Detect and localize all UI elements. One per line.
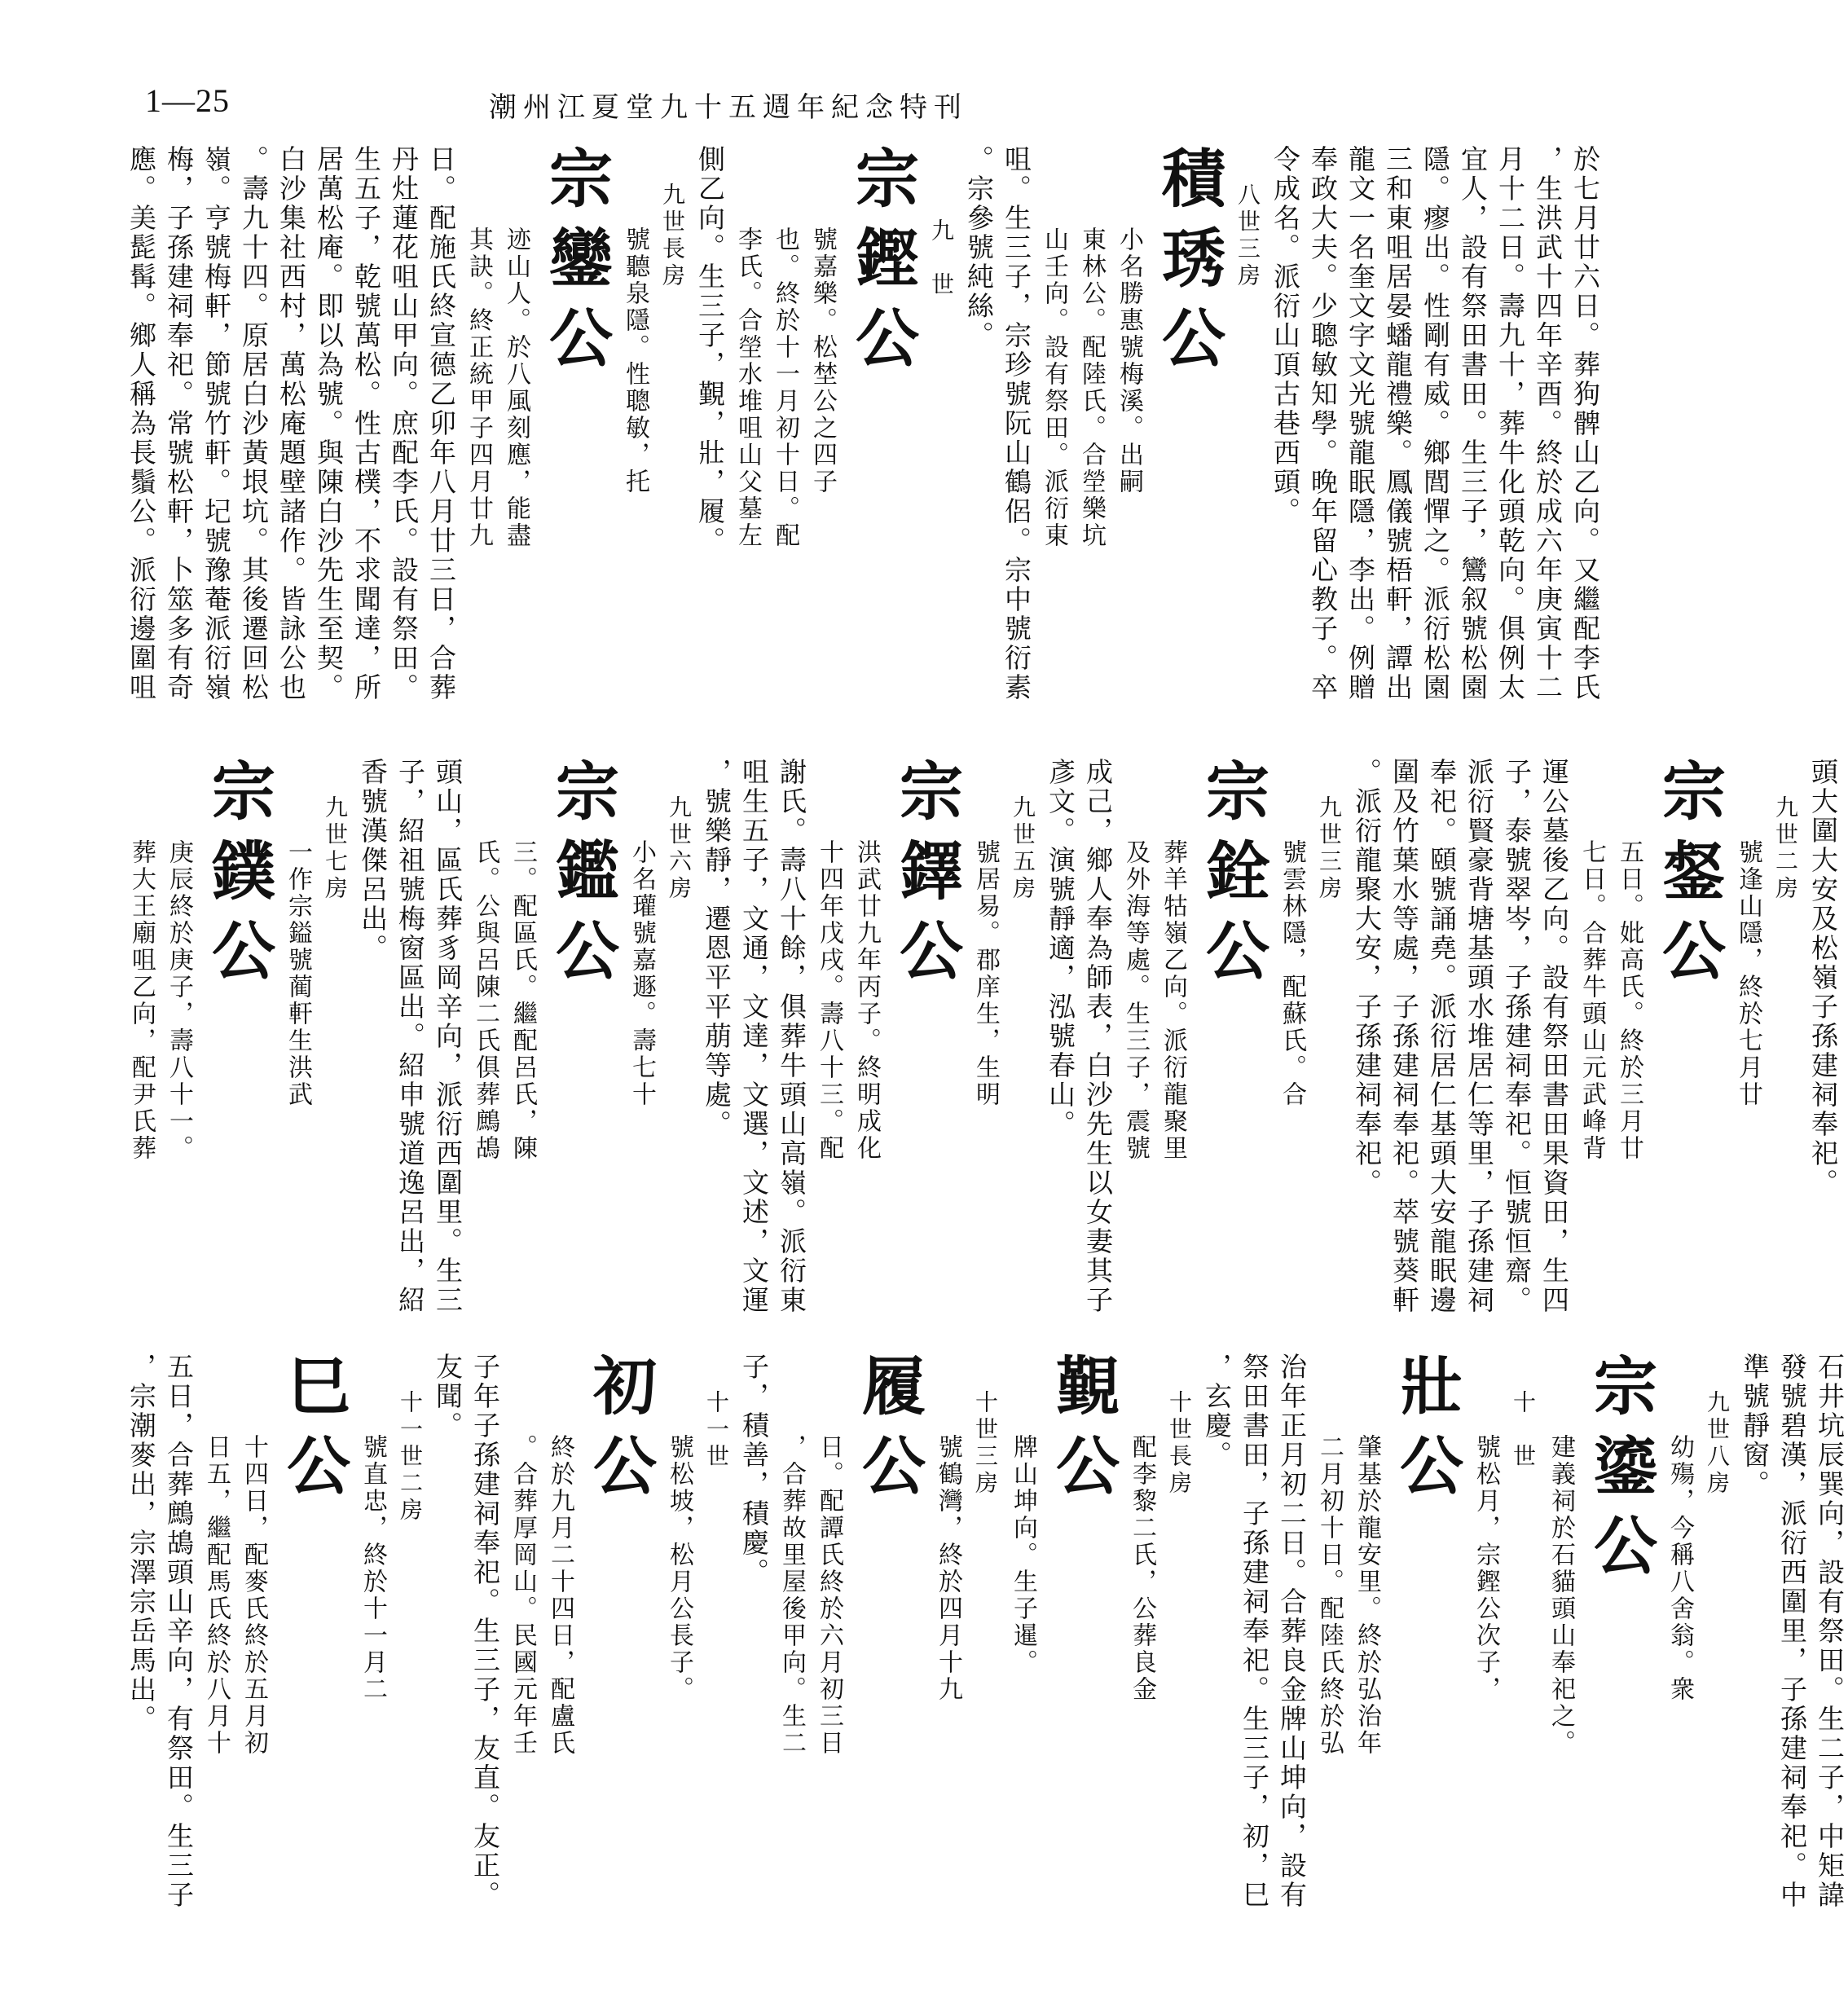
- heading-name: 巳公: [276, 1353, 350, 1512]
- text-column: 運公墓後乙向。設有祭田書田果資田，生四: [1538, 758, 1570, 1315]
- text-column: 頭山，區氏葬豸岡辛向，派衍西圍里。生三: [432, 758, 464, 1315]
- text-column: 梅，子孫建祠奉祀。常號松軒，卜筮多有奇: [163, 145, 195, 702]
- text-tier-middle: [122, 758, 1839, 1344]
- text-column: 子，積善，積慶。: [738, 1353, 770, 1587]
- text-column: 小名瓘號嘉遯。壽七十: [627, 839, 656, 1108]
- text-column: 石井坑辰巽向，設有祭田。生二子，中矩諱: [1814, 1353, 1846, 1910]
- text-column: 隱。瘳出。性剛有威。鄉閭憚之。派衍松園: [1419, 145, 1451, 702]
- text-column: 九世三房: [1316, 795, 1343, 903]
- page-number: 1—25: [145, 82, 230, 119]
- text-column: 十一世二房: [397, 1390, 424, 1525]
- text-column: 終於九月二十四日，配盧氏: [546, 1434, 574, 1757]
- text-column: 號聽泉隱。性聰敏，托: [621, 227, 649, 495]
- text-column: 五日，合葬鷓鴣頭山辛向，有祭田。生三子: [163, 1353, 195, 1910]
- text-column: 龍文一名奎文字文光號龍眠隱，李出。例贈: [1344, 145, 1376, 702]
- text-column: 彥文。演號靜適，泓號春山。: [1045, 758, 1076, 1139]
- text-column: 三和東咀居晏蟠龍禮樂。鳳儀號梧軒，譚出: [1382, 145, 1414, 702]
- text-column: 九世七房: [322, 795, 349, 903]
- text-block: [122, 1353, 1848, 1972]
- text-column: ，號樂靜，遷恩平平萠等處。: [701, 758, 733, 1139]
- heading-name: 宗鑑公: [545, 758, 619, 997]
- text-column: 號逢山隱，終於七月廿: [1734, 839, 1762, 1108]
- text-column: 九世六房: [666, 795, 693, 903]
- text-column: 庚辰終於庚子，壽八十一。: [165, 839, 193, 1162]
- text-column: 嶺。亨號梅軒，節號竹軒。圮號豫菴派衍嶺: [200, 145, 232, 702]
- heading-name: 履公: [851, 1353, 926, 1512]
- text-column: 東林公。配陸氏。合塋樂坑: [1077, 227, 1106, 549]
- text-column: ，生洪武十四年辛酉。終於成六年庚寅十二: [1532, 145, 1564, 702]
- text-column: 小名勝惠號梅溪。出嗣: [1115, 227, 1143, 495]
- text-column: 也。終於十一月初十日。配: [771, 227, 799, 549]
- heading-name: 覲公: [1045, 1353, 1120, 1512]
- text-column: 九世五房: [1010, 795, 1036, 903]
- text-column: 號雲林隱，配蘇氏。合: [1278, 839, 1306, 1108]
- text-tier-lower: [122, 1353, 1846, 1972]
- text-column: 葬羊牯嶺乙向。派衍龍聚里: [1159, 839, 1187, 1162]
- text-column: 奉祀。頤號誦堯。派衍居仁基頭大安龍眠邊: [1426, 758, 1458, 1315]
- text-column: 子，紹祖號梅窗區出。紹申號道逸呂出，紹: [394, 758, 426, 1315]
- text-column: 圍及竹葉水等處，子孫建祠奉祀。萃號葵軒: [1388, 758, 1420, 1315]
- heading-name: 宗銓公: [1195, 758, 1269, 997]
- heading-name: 宗鐸公: [889, 758, 963, 997]
- text-column: 號松月，宗鏗公次子，: [1472, 1434, 1500, 1703]
- text-tier-upper: [122, 145, 1601, 748]
- text-column: 一作宗鎰號蔺軒生洪武: [284, 839, 312, 1108]
- text-column: 。壽九十四。原居白沙黃垠坑。其後遷回松: [238, 145, 270, 702]
- text-column: 幼殤，今稱八舍翁。衆: [1665, 1434, 1694, 1703]
- text-column: 九世八房: [1704, 1390, 1731, 1498]
- text-column: 號嘉樂。松埜公之四子: [808, 227, 837, 495]
- text-column: 友聞。: [432, 1353, 464, 1441]
- text-column: 牌山坤向。生子暹。: [1009, 1434, 1037, 1676]
- text-column: 氏。公與呂陳二氏俱葬鷓鴣: [471, 839, 499, 1162]
- text-column: 側乙向。生三子，覲，壯，履。: [694, 145, 726, 556]
- text-column: 日。配譚氏終於六月初三日: [815, 1434, 843, 1757]
- text-column: 於七月廿六日。葬狗髀山乙向。又繼配李氏: [1569, 145, 1601, 702]
- text-column: 迹山人。於八風刻應，能盡: [502, 227, 530, 549]
- text-column: 生五子，乾號萬松。性古樸，不求聞達，所: [350, 145, 382, 702]
- text-column: 二月初十日。配陸氏終於弘: [1315, 1434, 1344, 1757]
- heading-name: 宗鎏公: [1583, 1353, 1657, 1592]
- text-column: 十一世: [703, 1390, 730, 1471]
- text-column: ，宗潮麥出，宗澤宗岳馬出。: [125, 1353, 157, 1734]
- text-column: 應。美髭髯。鄉人稱為長鬚公。派衍邊圍咀: [125, 145, 157, 702]
- text-column: 十世三房: [972, 1390, 999, 1498]
- text-column: 令成名。派衍山頂古巷西頭。: [1269, 145, 1301, 526]
- text-column: 居萬松庵。即以為號。與陳白沙先生至契。: [313, 145, 345, 702]
- text-column: 號松坡，松月公長子。: [665, 1434, 693, 1703]
- text-column: 五日。妣高氏。終於三月廿: [1615, 839, 1643, 1162]
- text-column: 成己，鄉人奉為師表，白沙先生以女妻其子: [1082, 758, 1114, 1315]
- text-column: 十四年戊戌。壽八十三。配: [815, 839, 843, 1162]
- text-column: 九世長房: [659, 183, 686, 290]
- text-column: 九世二房: [1772, 795, 1799, 903]
- text-column: 日五，繼配馬氏終於八月十: [202, 1434, 231, 1757]
- text-column: 宜人，設有祭田書田。生三子，鸞叙號松園: [1457, 145, 1489, 702]
- text-column: 。派衍龍聚大安，子孫建祠奉祀。: [1351, 758, 1383, 1198]
- text-column: 七日。合葬牛頭山元武峰背: [1577, 839, 1606, 1162]
- heading-name: 宗鏷公: [201, 758, 275, 997]
- text-column: 肇基於龍安里。終於弘治年: [1353, 1434, 1381, 1757]
- text-column: 頭大圍大安及松嶺子孫建祠奉祀。: [1807, 758, 1839, 1198]
- text-column: 香號漢傑呂出。: [357, 758, 389, 963]
- text-block: [122, 758, 1841, 1344]
- heading-name: 積琇公: [1151, 145, 1225, 385]
- text-column: 白沙集社西村，萬松庵題壁諸作。皆詠公也: [275, 145, 307, 702]
- text-column: 八世三房: [1234, 183, 1261, 290]
- text-column: 日。配施氏終宣德乙卯年八月廿三日，合葬: [425, 145, 457, 702]
- heading-name: 宗錖公: [1652, 758, 1726, 997]
- text-column: 十世長房: [1166, 1390, 1193, 1498]
- text-column: 十四日，配麥氏終於五月初: [240, 1434, 268, 1757]
- text-column: 葬大王廟咀乙向，配尹氏葬: [127, 839, 156, 1162]
- text-column: 號鶴灣，終於四月十九: [934, 1434, 962, 1703]
- text-column: 子，泰號翠岑，子孫建祠奉祀。恒號恒齋。: [1501, 758, 1533, 1315]
- text-column: 準號靜窗。: [1739, 1353, 1771, 1499]
- running-title: 潮州江夏堂九十五週年紀念特刊: [489, 91, 968, 124]
- text-column: 祭田書田，子孫建祠奉祀。生三子，初，巳: [1239, 1353, 1270, 1910]
- text-column: 咀。生三子，宗珍號阮山鶴侶。宗中號衍素: [1001, 145, 1032, 702]
- heading-name: 宗鑾公: [539, 145, 613, 385]
- heading-name: 壯公: [1389, 1353, 1463, 1512]
- text-column: 李氏。合塋水堆咀山父墓左: [733, 227, 762, 549]
- text-column: 發號碧漢，派衍西圍里，子孫建祠奉祀。中: [1776, 1353, 1808, 1910]
- text-column: 九 世: [928, 218, 955, 299]
- text-column: 。合葬厚岡山。民國元年壬: [508, 1434, 537, 1757]
- text-column: 號直忠，終於十一月二: [359, 1434, 387, 1703]
- text-column: 派衍賢豪背塘基頭水堆居仁等里，子孫建祠: [1463, 758, 1495, 1315]
- text-column: 洪武廿九年丙子。終明成化: [852, 839, 881, 1162]
- text-column: 十 世: [1510, 1390, 1537, 1471]
- text-column: 月十二日。壽九十，葬牛化頭乾向。俱例太: [1494, 145, 1526, 702]
- text-column: 三。配區氏。繼配呂氏，陳: [508, 839, 537, 1162]
- text-column: 治年正月初二日。合葬良金牌山坤向，設有: [1276, 1353, 1308, 1910]
- text-column: 奉政大夫。少聰敏知學。晚年留心教子。卒: [1307, 145, 1339, 702]
- text-column: 山壬向。設有祭田。派衍東: [1040, 227, 1068, 549]
- text-column: 謝氏。壽八十餘，俱葬牛頭山高嶺。派衍東: [776, 758, 807, 1315]
- text-column: 建義祠於石貓頭山奉祀之。: [1547, 1434, 1575, 1757]
- text-column: 丹灶蓮花咀山甲向。庶配李氏。設有祭田。: [388, 145, 420, 702]
- heading-name: 宗鏗公: [845, 145, 919, 385]
- text-column: 其訣。終正統甲子四月廿九: [464, 227, 493, 549]
- text-column: 咀生五子，文通，文達，文選，文述，文運: [738, 758, 770, 1315]
- text-column: 。宗參號純絲。: [963, 145, 995, 350]
- text-column: 號居易。郡庠生，生明: [971, 839, 1000, 1108]
- text-block: [122, 145, 1604, 748]
- text-column: ，玄慶。: [1201, 1353, 1233, 1470]
- text-column: 及外海等處。生三子，震號: [1121, 839, 1150, 1162]
- heading-name: 初公: [583, 1353, 657, 1512]
- text-column: 子年子孫建祠奉祀。生三子，友直。友正。: [469, 1353, 501, 1910]
- text-column: ，合葬故里屋後甲向。生二: [777, 1434, 806, 1757]
- text-column: 配李黎二氏，公葬良金: [1128, 1434, 1156, 1703]
